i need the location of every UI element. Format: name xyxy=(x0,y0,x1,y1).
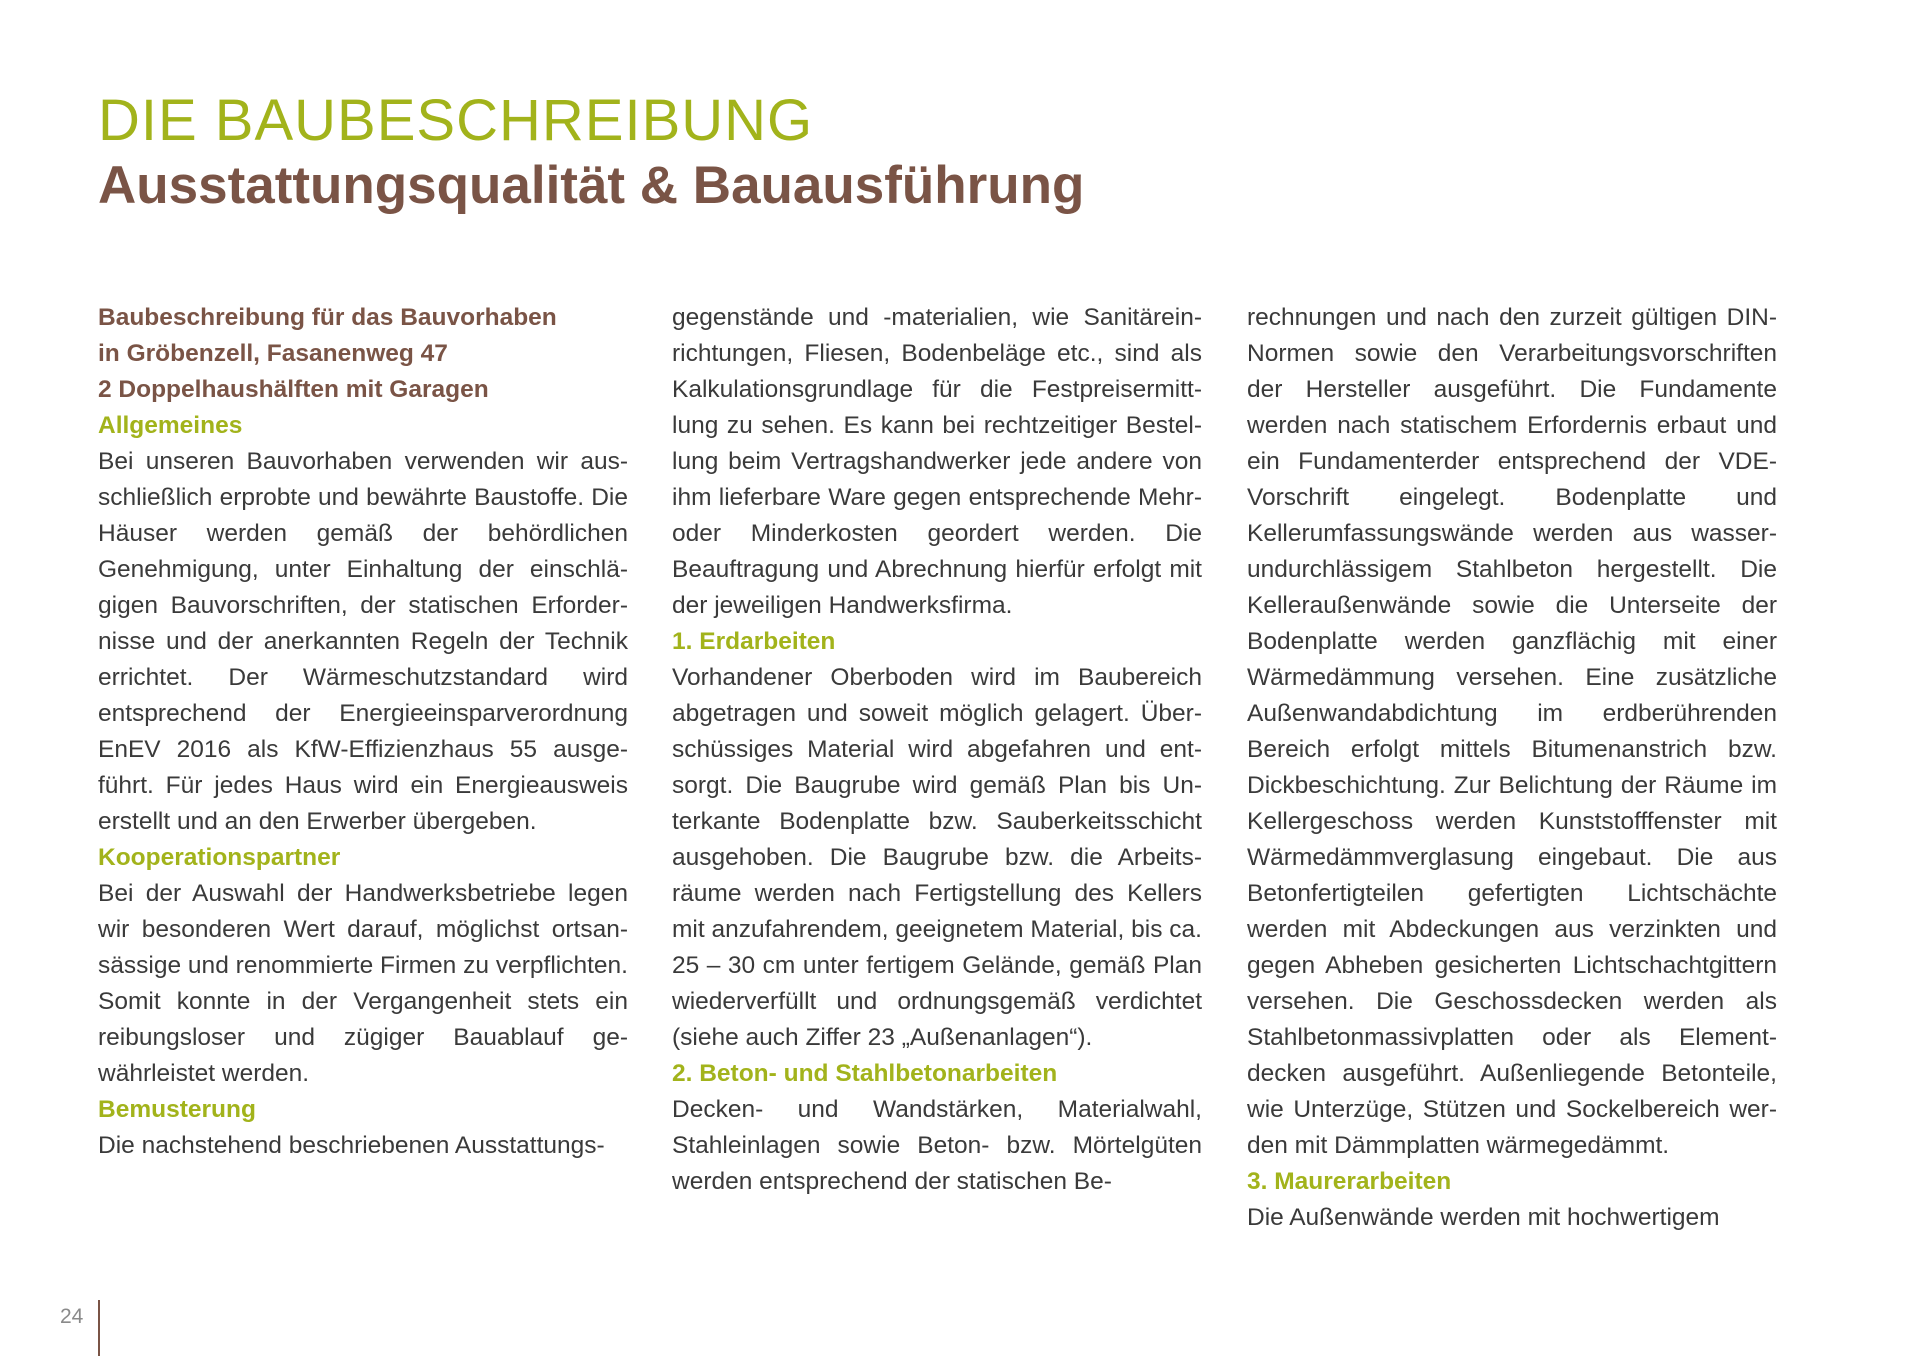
column-2 xyxy=(672,300,1202,1200)
section-text-bemusterung-start: Die nachstehend beschriebenen Ausstattungs- xyxy=(98,1132,605,1159)
section-text-kooperationspartner: Bei der Auswahl der Handwerksbetriebe legen wir besonderen Wert darauf, möglichst ortsansässige und renommierte Firmen zu verpflichten. Somit konnte in der Vergangenheit stets ein reibungsloser und zügiger Bauablauf gewährleistet werden. xyxy=(98,880,628,1087)
section-text-erdarbeiten: Vorhandener Oberboden wird im Baubereich abgetragen und soweit möglich gelagert. Überschüssiges Material wird abgefahren und entsorgt. Die Baugrube wird gemäß Plan bis Unterkante Bodenplatte bzw. Sauberkeitsschicht ausgehoben. Die Baugrube bzw. die Arbeitsräume werden nach Fertigstellung des Kellers mit anzufahrendem, geeignetem Material, bis ca. 25 – 30 cm unter fertigem Gelände, gemäß Plan wiederverfüllt und ordnungsgemäß verdichtet (siehe auch Ziffer 23 „Außenanlagen“). xyxy=(672,664,1202,1051)
page-kicker: DIE BAUBESCHREIBUNG xyxy=(98,88,814,153)
intro-line-3: 2 Doppelhaushälften mit Garagen xyxy=(98,376,489,403)
page-title: Ausstattungsqualität & Bauausführung xyxy=(98,156,1085,215)
intro-line-2: in Gröbenzell, Fasanenweg 47 xyxy=(98,340,448,367)
section-heading-allgemeines: Allgemeines xyxy=(98,412,243,439)
column-1 xyxy=(98,300,628,1164)
section-text-bemusterung-cont: gegenstände und -materialien, wie Sanitäreinrichtungen, Fliesen, Bodenbeläge etc., sind als Kalkulationsgrundlage für die Festpreisermittlung zu sehen. Es kann bei rechtzeitiger Bestellung beim Vertragshandwerker jede andere von ihm lieferbare Ware gegen entsprechende Mehr- oder Minderkosten geordert werden. Die Beauftragung und Abrechnung hierfür erfolgt mit der jeweiligen Handwerksfirma. xyxy=(672,304,1202,619)
section-text-maurer: Die Außenwände werden mit hochwertigem xyxy=(1247,1204,1720,1231)
section-text-allgemeines: Bei unseren Bauvorhaben verwenden wir ausschließlich erprobte und bewährte Baustoffe. Die Häuser werden gemäß der behördlichen Genehmigung, unter Einhaltung der einschlägigen Bauvorschriften, der statischen Erfordernisse und der anerkannten Regeln der Technik errichtet. Der Wärmeschutzstandard wird entsprechend der Energieeinsparverordnung EnEV 2016 als KfW-Effizienzhaus 55 ausgeführt. Für jedes Haus wird ein Energieausweis erstellt und an den Erwerber übergeben. xyxy=(98,448,628,835)
section-heading-erdarbeiten: 1. Erdarbeiten xyxy=(672,628,836,655)
page-number-divider xyxy=(98,1300,100,1356)
intro-block xyxy=(98,300,628,408)
section-heading-bemusterung: Bemusterung xyxy=(98,1096,256,1123)
page-number: 24 xyxy=(60,1305,84,1328)
column-3 xyxy=(1247,300,1777,1236)
section-heading-beton: 2. Beton- und Stahlbetonarbeiten xyxy=(672,1060,1058,1087)
section-heading-maurer: 3. Maurerarbeiten xyxy=(1247,1168,1452,1195)
page-header xyxy=(98,88,1084,218)
section-heading-kooperationspartner: Kooperationspartner xyxy=(98,844,341,871)
intro-line-1: Baubeschreibung für das Bauvorhaben xyxy=(98,304,557,331)
section-text-beton-cont: rechnungen und nach den zurzeit gültigen DIN-Normen sowie den Verarbeitungsvorschriften der Hersteller ausgeführt. Die Fundamente werden nach statischem Erfordernis erbaut und ein Fundamenterder entsprechend der VDE-Vorschrift eingelegt. Bodenplatte und Kellerumfassungswände werden aus wasserundurchlässigem Stahlbeton hergestellt. Die Kelleraußenwände sowie die Unterseite der Bodenplatte werden ganzflächig mit einer Wärmedämmung versehen. Eine zusätzliche Außenwandabdichtung im erdberührenden Bereich erfolgt mittels Bitumenanstrich bzw. Dickbeschichtung. Zur Belichtung der Räume im Kellergeschoss werden Kunststofffenster mit Wärmedämmverglasung eingebaut. Die aus Betonfertigteilen gefertigten Lichtschächte werden mit Abdeckungen aus verzinkten und gegen Abheben gesicherten Lichtschachtgittern versehen. Die Geschossdecken werden als Stahlbetonmassivplatten oder als Elementdecken ausgeführt. Außenliegende Betonteile, wie Unterzüge, Stützen und Sockelbereich werden mit Dämmplatten wärmegedämmt. xyxy=(1247,304,1777,1159)
section-text-beton-start: Decken- und Wandstärken, Materialwahl, Stahleinlagen sowie Beton- bzw. Mörtelgüten werden entsprechend der statischen Be- xyxy=(672,1096,1202,1195)
